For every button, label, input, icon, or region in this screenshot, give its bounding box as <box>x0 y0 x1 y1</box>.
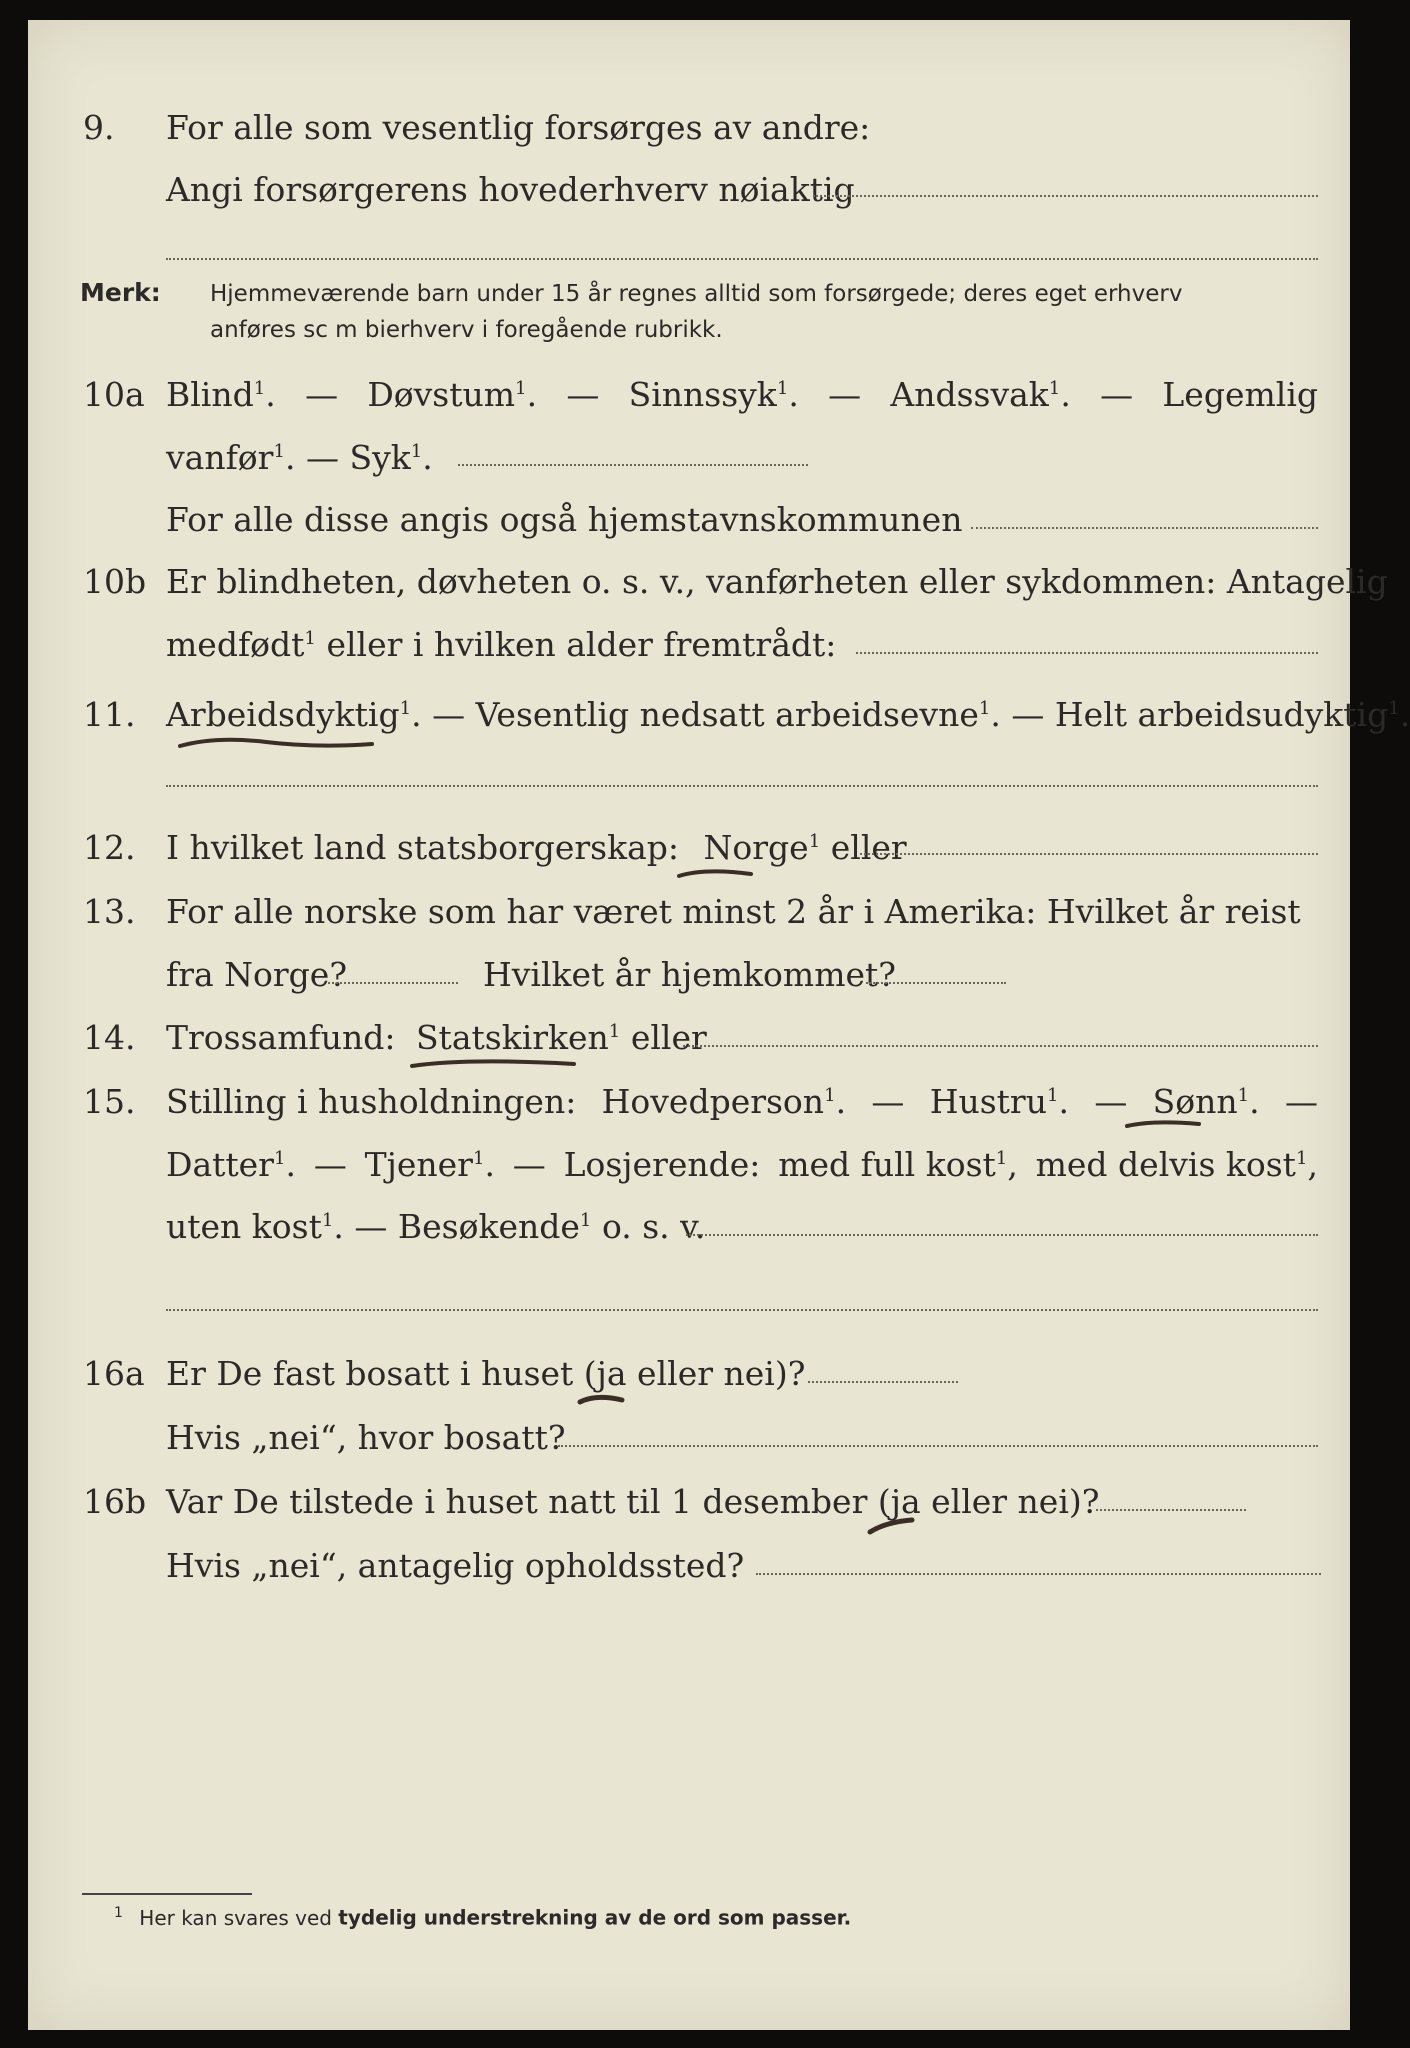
q12-opt-norge: Norge$^1$ <box>703 828 821 867</box>
q10a-number: 10a <box>83 375 145 414</box>
footnote <box>114 1905 851 1930</box>
q10b-line1: Er blindheten, døvheten o. s. v., vanførheten eller sykdommen: Antagelig <box>166 562 1388 601</box>
q10a-kommune-line[interactable] <box>971 527 1318 529</box>
q9-answer-line2[interactable] <box>166 258 1318 260</box>
q13-line1: For alle norske som har været minst 2 år i Amerika: Hvilket år reist <box>166 892 1301 931</box>
q15-osv: o. s. v. <box>601 1207 706 1246</box>
q11-answer-line[interactable] <box>166 785 1318 787</box>
footnote-text-b: tydelig understrekning av de ord som passer. <box>338 1905 852 1930</box>
q12-answer-line[interactable] <box>860 853 1318 855</box>
q15-opt-uten-kost: uten kost$^1$. <box>166 1207 344 1246</box>
q13-number: 13. <box>83 892 136 931</box>
merk-line1: Hjemmeværende barn under 15 år regnes alltid som forsørgede; deres eget erhverv <box>210 281 1183 307</box>
q10a-opt-legemlig: Legemlig <box>1162 375 1318 414</box>
footnote-rule <box>82 1893 252 1895</box>
q15-answer-line[interactable] <box>686 1234 1318 1236</box>
q12-ink-underline <box>675 864 755 884</box>
q15-opt-besokende: Besøkende$^1$ <box>397 1207 592 1246</box>
q13-reist-line[interactable] <box>328 982 458 984</box>
census-form-page: 9. For alle som vesentlig forsørges av andre: Angi forsørgerens hovederhverv nøiaktig Merk: Hjemmeværende barn under 15 år regnes alltid som forsørgede; deres eget erhverv anføres sc m bierhverv i foregående rubrikk. 10a Blind$^1$. — Døvstum$^1$. — Sinnssyk$^1$. — Andssvak$^1$. — Legemlig vanfør$^1$. — Syk$^1$. For alle disse angis også hjemstavnskommunen 10b Er blindheten, døvheten o. s. v., vanførheten eller sykdommen: Antagelig medfødt$^1$ eller i hvilken alder fremtrådt: 11. Arbeidsdyktig$^1$. — Vesentlig nedsatt arbeidsevne$^1$. — Helt arbeidsudyktig$^1$. 12. I hvilket land statsborgerskap: Norge$^1$ eller 13. For alle norske som har været minst 2 år i Amerika: Hvilket år reist fra Norge? Hvilket år hjemkommet? 14. Trossamfund: Statskirken$^1$ eller 15. Stilling i husholdningen: Hovedperson$^1$. — Hustru$^1$. — Sønn$^1$. — Datter$^1$. — Tjener$^1$. — Losjerende: med full kost$^1$, med delvis kost$^1$, uten kost$^1$. — Besøkende$^1$ o. s. v. 16a Er De fast bosatt i huset (ja eller nei)? Hvis „nei“, hvor bosatt? 16b Var De tilstede i huset natt til 1 desember (ja eller nei)? Hvis „nei“, antagelig opholdssted? $^1$ Her kan svares ved tydelig understrekning av de ord som passer. <box>28 20 1350 2030</box>
q9-answer-line[interactable] <box>813 195 1318 197</box>
q15-opt-tjener: Tjener$^1$. <box>364 1145 495 1184</box>
q13-reist: fra Norge? <box>166 955 348 994</box>
merk-line2: anføres sc m bierhverv i foregående rubrikk. <box>210 317 723 343</box>
q9-line1: For alle som vesentlig forsørges av andre: <box>166 108 871 147</box>
q16b-ink-underline <box>866 1516 916 1538</box>
q9-line2: Angi forsørgerens hovederhverv nøiaktig <box>166 170 855 209</box>
q16a-ink-underline <box>576 1390 626 1410</box>
q16b-answer-line[interactable] <box>1096 1509 1246 1511</box>
q12-number: 12. <box>83 828 136 867</box>
q10a-opt-dovstum: Døvstum$^1$. <box>367 375 538 414</box>
q10a-opt-syk: Syk$^1$. <box>349 438 433 477</box>
q13-hjemkommet-line[interactable] <box>866 982 1006 984</box>
q16a-line1: Er De fast bosatt i huset (ja eller nei)? <box>166 1354 806 1393</box>
q16a-line2: Hvis „nei“, hvor bosatt? <box>166 1418 566 1457</box>
q16b-line1: Var De tilstede i huset natt til 1 desember (ja eller nei)? <box>166 1482 1100 1521</box>
q15-opt-full-kost: med full kost$^1$, <box>778 1145 1018 1184</box>
q15-opt-sonn: Sønn$^1$. <box>1152 1082 1260 1121</box>
q16a-number: 16a <box>83 1354 145 1393</box>
q12-question: I hvilket land statsborgerskap: <box>166 828 680 867</box>
q10b-number: 10b <box>83 562 147 601</box>
q15-opt-hustru: Hustru$^1$. <box>929 1082 1070 1121</box>
q15-answer-line2[interactable] <box>166 1309 1318 1311</box>
q10a-opt-vanfor: vanfør$^1$. <box>166 438 296 477</box>
merk-label: Merk: <box>80 278 161 307</box>
q11-opt-vesentlig: Vesentlig nedsatt arbeidsevne$^1$. <box>475 695 1001 734</box>
q10a-answer-line[interactable] <box>458 464 808 466</box>
q10a-opt-blind: Blind$^1$. <box>166 375 276 414</box>
q10a-opt-sinnssyk: Sinnssyk$^1$. <box>628 375 799 414</box>
q16b-sted-line[interactable] <box>756 1573 1321 1575</box>
q10b-answer-line[interactable] <box>856 652 1318 654</box>
q15-opt-hovedperson: Hovedperson$^1$. <box>601 1082 847 1121</box>
q15-number: 15. <box>83 1082 136 1121</box>
footnote-text-a: Her kan svares ved <box>139 1905 332 1930</box>
q14-ink-underline <box>408 1054 578 1074</box>
q11-opt-helt: Helt arbeidsudyktig$^1$. <box>1054 695 1410 734</box>
q14-number: 14. <box>83 1018 136 1057</box>
q15-losjerende: Losjerende: <box>563 1145 761 1184</box>
q13-hjemkommet: Hvilket år hjemkommet? <box>483 955 896 994</box>
q11-ink-underline <box>176 730 376 754</box>
q10b-line2: eller i hvilken alder fremtrådt: <box>326 625 837 664</box>
q11-opt-arbeidsdyktig: Arbeidsdyktig$^1$. <box>166 695 422 734</box>
q15-question: Stilling i husholdningen: <box>166 1082 577 1121</box>
q14-opt-statskirken: Statskirken$^1$ <box>415 1018 621 1057</box>
q10b-opt-medfodt: medfødt$^1$ <box>166 625 316 664</box>
q15-opt-datter: Datter$^1$. <box>166 1145 297 1184</box>
q15-ink-underline <box>1123 1116 1203 1134</box>
q10a-opt-andssvak: Andssvak$^1$. <box>890 375 1071 414</box>
q16a-answer-line[interactable] <box>808 1381 958 1383</box>
q9-number: 9. <box>83 108 115 147</box>
q11-number: 11. <box>83 695 136 734</box>
q12-eller: eller <box>830 828 907 867</box>
q16a-bosatt-line[interactable] <box>558 1445 1318 1447</box>
footnote-mark: 1 <box>114 1905 123 1921</box>
q10a-line3: For alle disse angis også hjemstavnskommunen <box>166 500 963 539</box>
q14-answer-line[interactable] <box>683 1045 1318 1047</box>
q16b-line2: Hvis „nei“, antagelig opholdssted? <box>166 1546 745 1585</box>
q16b-number: 16b <box>83 1482 147 1521</box>
q14-question: Trossamfund: <box>166 1018 396 1057</box>
q14-eller: eller <box>630 1018 707 1057</box>
q15-opt-delvis-kost: med delvis kost$^1$, <box>1035 1145 1318 1184</box>
